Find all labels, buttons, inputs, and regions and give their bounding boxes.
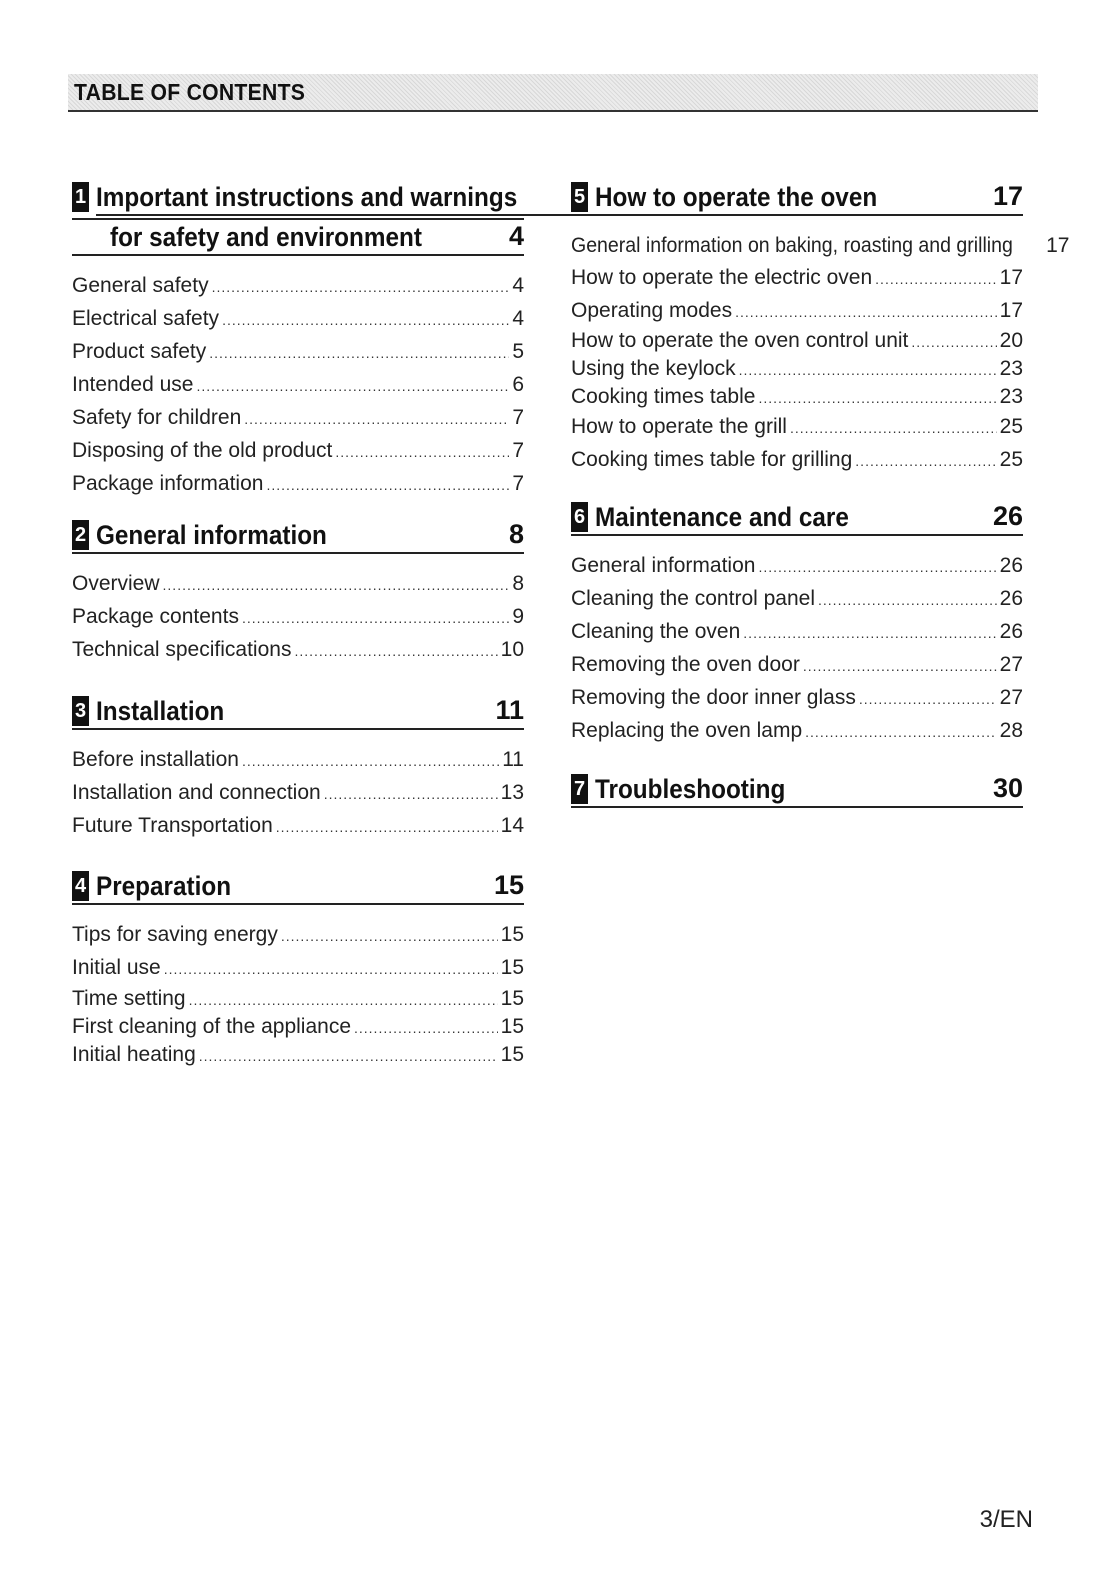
entry-list	[571, 550, 1023, 748]
toc-entry[interactable]: Future Transportation ..... 14	[72, 810, 524, 843]
section-title: Installation	[96, 696, 225, 726]
section-header	[72, 180, 524, 220]
toc-header-bar	[68, 74, 1038, 112]
toc-entry[interactable]: Using the keylock ..... 23	[571, 355, 1023, 384]
toc-entry[interactable]: Removing the door inner glass ..... 27	[571, 682, 1023, 715]
toc-entry[interactable]: Cooking times table for grilling ..... 25	[571, 444, 1023, 477]
section-title: Maintenance and care	[595, 502, 849, 532]
entry-list	[72, 919, 524, 1070]
toc-entry[interactable]: General information on baking, roasting and grilling 17	[571, 234, 1070, 257]
section-title: How to operate the oven	[595, 182, 878, 212]
toc-entry[interactable]: Operating modes ..... 17	[571, 295, 1023, 328]
entry-list	[72, 744, 524, 843]
entry-list	[72, 270, 524, 501]
toc-entry[interactable]: Package contents ..... 9	[72, 601, 524, 634]
toc-entry[interactable]: Removing the oven door ..... 27	[571, 649, 1023, 682]
section-1	[72, 180, 524, 501]
page-title: TABLE OF CONTENTS	[74, 79, 306, 105]
toc-entry[interactable]: Initial heating ..... 15	[72, 1041, 524, 1070]
toc-entry[interactable]: Package information ..... 7	[72, 468, 524, 501]
section-2	[72, 518, 524, 667]
section-number-badge: 3	[72, 696, 89, 726]
page-number-footer: 3/EN	[979, 1506, 1033, 1533]
toc-entry[interactable]: Installation and connection ..... 13	[72, 777, 524, 810]
toc-entry[interactable]: Overview ..... 8	[72, 568, 524, 601]
section-page-number: 11	[495, 695, 524, 725]
section-title: General information	[96, 520, 327, 550]
section-7	[571, 772, 1023, 808]
section-header	[571, 772, 1023, 808]
toc-entry[interactable]: Before installation ..... 11	[72, 744, 524, 777]
toc-entry[interactable]: Intended use ..... 6	[72, 369, 524, 402]
section-title-line2: for safety and environment	[110, 222, 422, 252]
section-number-badge: 4	[72, 871, 89, 901]
toc-entry[interactable]: Cleaning the oven ..... 26	[571, 616, 1023, 649]
toc-entry[interactable]: Technical specifications ..... 10	[72, 634, 524, 667]
toc-entry[interactable]: Cleaning the control panel ..... 26	[571, 583, 1023, 616]
entry-list	[72, 568, 524, 667]
toc-entry[interactable]: Replacing the oven lamp ..... 28	[571, 715, 1023, 748]
toc-entry[interactable]: Product safety ..... 5	[72, 336, 524, 369]
toc-entry[interactable]: Cooking times table ..... 23	[571, 384, 1023, 411]
toc-entry[interactable]: General information ..... 26	[571, 550, 1023, 583]
toc-entry[interactable]: Safety for children ..... 7	[72, 402, 524, 435]
section-title-line2-row	[72, 220, 524, 256]
section-page-number: 15	[493, 870, 524, 900]
toc-entry[interactable]: First cleaning of the appliance ..... 15	[72, 1014, 524, 1041]
section-number-badge: 6	[571, 502, 588, 532]
section-page-number: 17	[992, 181, 1023, 211]
section-header	[72, 694, 524, 730]
toc-entry[interactable]: Electrical safety ..... 4	[72, 303, 524, 336]
section-header	[72, 869, 524, 905]
toc-entry[interactable]: How to operate the oven control unit ..... 20	[571, 328, 1023, 355]
section-title: Preparation	[96, 871, 232, 901]
section-page-number: 26	[992, 501, 1023, 531]
section-number-badge: 2	[72, 520, 89, 550]
toc-entry[interactable]: Time setting ..... 15	[72, 985, 524, 1014]
entry-list	[571, 230, 1070, 477]
section-4	[72, 869, 524, 1070]
toc-entry[interactable]: How to operate the grill ..... 25	[571, 411, 1023, 444]
section-header	[571, 180, 1023, 216]
section-header	[571, 500, 1023, 536]
toc-entry[interactable]: Disposing of the old product ..... 7	[72, 435, 524, 468]
toc-entry[interactable]: Initial use ..... 15	[72, 952, 524, 985]
section-page-number: 30	[992, 773, 1023, 803]
section-6	[571, 500, 1023, 748]
section-title: Troubleshooting	[595, 774, 786, 804]
section-page-number: 8	[508, 519, 524, 549]
section-5	[571, 180, 1070, 477]
toc-entry[interactable]: Tips for saving energy ..... 15	[72, 919, 524, 952]
section-3	[72, 694, 524, 843]
section-number-badge: 7	[571, 774, 588, 804]
section-number-badge: 5	[571, 182, 588, 212]
section-title: Important instructions and warnings	[96, 180, 571, 216]
section-number-badge: 1	[72, 182, 89, 212]
toc-entry[interactable]: How to operate the electric oven ..... 17	[571, 262, 1023, 295]
section-page-number: 4	[508, 221, 524, 251]
section-header	[72, 518, 524, 554]
toc-entry[interactable]: General safety ..... 4	[72, 270, 524, 303]
